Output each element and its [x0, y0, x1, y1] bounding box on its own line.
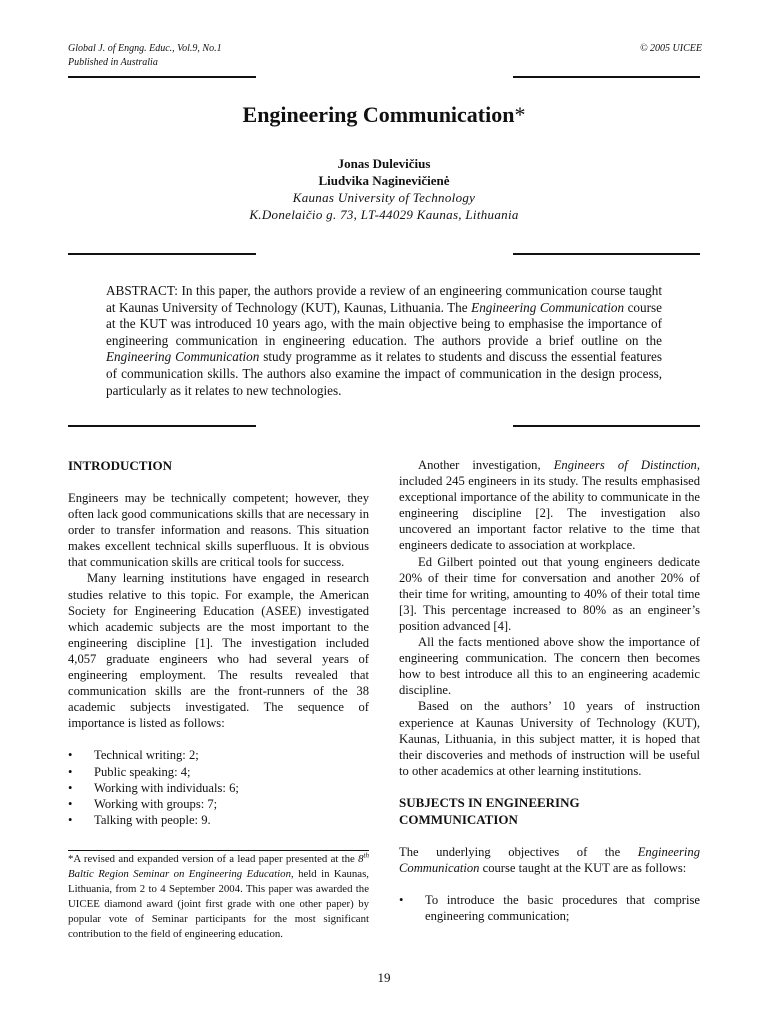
list-item — [399, 892, 700, 924]
author-1: Jonas Dulevičius — [337, 156, 431, 171]
affiliation: Kaunas University of Technology — [292, 190, 476, 205]
right-paragraph-2: Ed Gilbert pointed out that young engineers dedicate 20% of their time for conversation and another 20% of their time for writing, amounting to 40% of their total time [3]. This percentage increased to 80% as an engineer’s position advanced [4]. — [399, 554, 700, 633]
journal-citation: Global J. of Engng. Educ., Vol.9, No.1 — [68, 43, 222, 54]
address: K.Donelaičio g. 73, LT-44029 Kaunas, Lithuania — [249, 207, 519, 222]
bullet-icon: • — [399, 893, 404, 908]
list-item — [68, 780, 369, 796]
list-item-text: Working with individuals: 6; — [94, 780, 239, 795]
header-rule-left — [68, 76, 256, 78]
intro-paragraph-1: Engineers may be technically competent; however, they often lack good communications skills that are necessary in order to transfer information and reasons. This situation makes excellent technical skills superfluous. It is obvious that communication skills are critical tools for success. — [68, 491, 369, 570]
paper-title — [0, 101, 768, 129]
running-header — [68, 42, 222, 70]
abstract-rule-left-bottom — [68, 425, 256, 427]
paper-title-text: Engineering Communication — [242, 102, 515, 127]
right-paragraph-1-text-b: , included 245 engineers in its study. The results emphasised exceptional importance of the ability to communicate in the engineering discipline [2]. The investigation also uncovered an important factor relative to the time that engineers dedicate to association at workplace. — [399, 458, 700, 553]
right-column — [399, 457, 700, 924]
right-paragraph-5 — [399, 844, 700, 876]
list-item — [68, 747, 369, 763]
list-item-text: To introduce the basic procedures that comprise engineering communication; — [425, 893, 700, 924]
title-footnote-mark: * — [514, 102, 526, 127]
abstract-text-1: ABSTRACT: In this paper, the authors provide a review of an engineering communication course taught at Kaunas University of Technology (KUT), Kaunas, Lithuania. The — [106, 283, 662, 315]
right-paragraph-4: Based on the authors’ 10 years of instruction experience at Kaunas University of Technology (KUT), Kaunas, Lithuania, in this subject matter, it is hoped that their discoveries and methods of instruction will be useful to other academics at other learning institutions. — [399, 699, 700, 778]
right-paragraph-5-text-a: The underlying objectives of the — [399, 844, 638, 859]
header-rule-right — [513, 76, 700, 78]
right-paragraph-5-text-b: course taught at the KUT are as follows: — [479, 860, 687, 875]
list-item-text: Working with groups: 7; — [94, 796, 218, 811]
course-name: Engineering Communication — [399, 844, 700, 875]
list-item — [68, 796, 369, 812]
footnote-seminar-name: Baltic Region Seminar on Engineering Education — [68, 868, 291, 880]
footnote — [68, 852, 369, 942]
study-name: Engineers of Distinction — [553, 458, 697, 472]
footnote-text-2: , held in Kaunas, Lithuania, from 2 to 4 September 2004. This paper was awarded the UICEE diamond award (joint first grade with one other paper) by popular vote of Seminar participants for the most significant contribution to the field of engineering education. — [68, 868, 369, 940]
section-heading-subjects: SUBJECTS IN ENGINEERING COMMUNICATION — [399, 794, 580, 827]
footnote-rule — [68, 850, 369, 851]
left-column — [68, 457, 369, 828]
right-paragraph-1-text-a: Another investigation, — [418, 458, 554, 472]
abstract-rule-right-bottom — [513, 425, 700, 427]
abstract-course-name-1: Engineering Communication — [471, 299, 625, 315]
bullet-icon: • — [68, 764, 73, 779]
list-item-text: Talking with people: 9. — [94, 812, 211, 827]
abstract-text-3: study programme as it relates to students and discuss the essential features of communication skills. The authors also examine the impact of communication in the design process, particularly as it relates to new technologies. — [106, 349, 662, 398]
importance-list — [68, 747, 369, 827]
list-item — [68, 812, 369, 828]
objectives-list — [399, 892, 700, 924]
published-location: Published in Australia — [68, 57, 158, 68]
footnote-text-1: *A revised and expanded version of a lead paper presented at the — [68, 853, 359, 865]
list-item-text: Public speaking: 4; — [94, 764, 191, 779]
page-number: 19 — [377, 970, 391, 985]
bullet-icon: • — [68, 812, 73, 827]
abstract-rule-left-top — [68, 253, 256, 255]
copyright-notice: © 2005 UICEE — [639, 43, 702, 54]
intro-paragraph-2: Many learning institutions have engaged in research studies relative to this topic. For example, the American Society for Engineering Education (ASEE) investigated which academic subjects are the most important to the engineering discipline [1]. The investigation included 4,057 graduate engineers who had several years of engineering employment. The results revealed that communication skills are the front-runners of the 38 academic subjects investigated. The sequence of importance is listed as follows: — [68, 571, 369, 731]
bullet-icon: • — [68, 780, 73, 795]
right-paragraph-1 — [399, 457, 700, 554]
abstract-rule-right-top — [513, 253, 700, 255]
list-item-text: Technical writing: 2; — [94, 748, 199, 763]
abstract-course-name-2: Engineering Communication — [106, 349, 260, 365]
abstract — [106, 283, 662, 399]
list-item — [68, 764, 369, 780]
bullet-icon: • — [68, 796, 73, 811]
bullet-icon: • — [68, 748, 73, 763]
author-2: Liudvika Naginevičienė — [318, 173, 450, 188]
section-heading-introduction: INTRODUCTION — [68, 458, 173, 473]
footnote-superscript: th — [363, 851, 369, 860]
footnote-seminar-number: 8 — [358, 853, 364, 865]
abstract-text-2: course at the KUT was introduced 10 years ago, with the main objective being to emphasise the importance of engineering communication in engineering education. The authors provide a brief outline on the — [106, 299, 662, 348]
right-paragraph-3: All the facts mentioned above show the importance of engineering communication. The concern then becomes how to best introduce all this to an engineering academic discipline. — [399, 635, 700, 698]
